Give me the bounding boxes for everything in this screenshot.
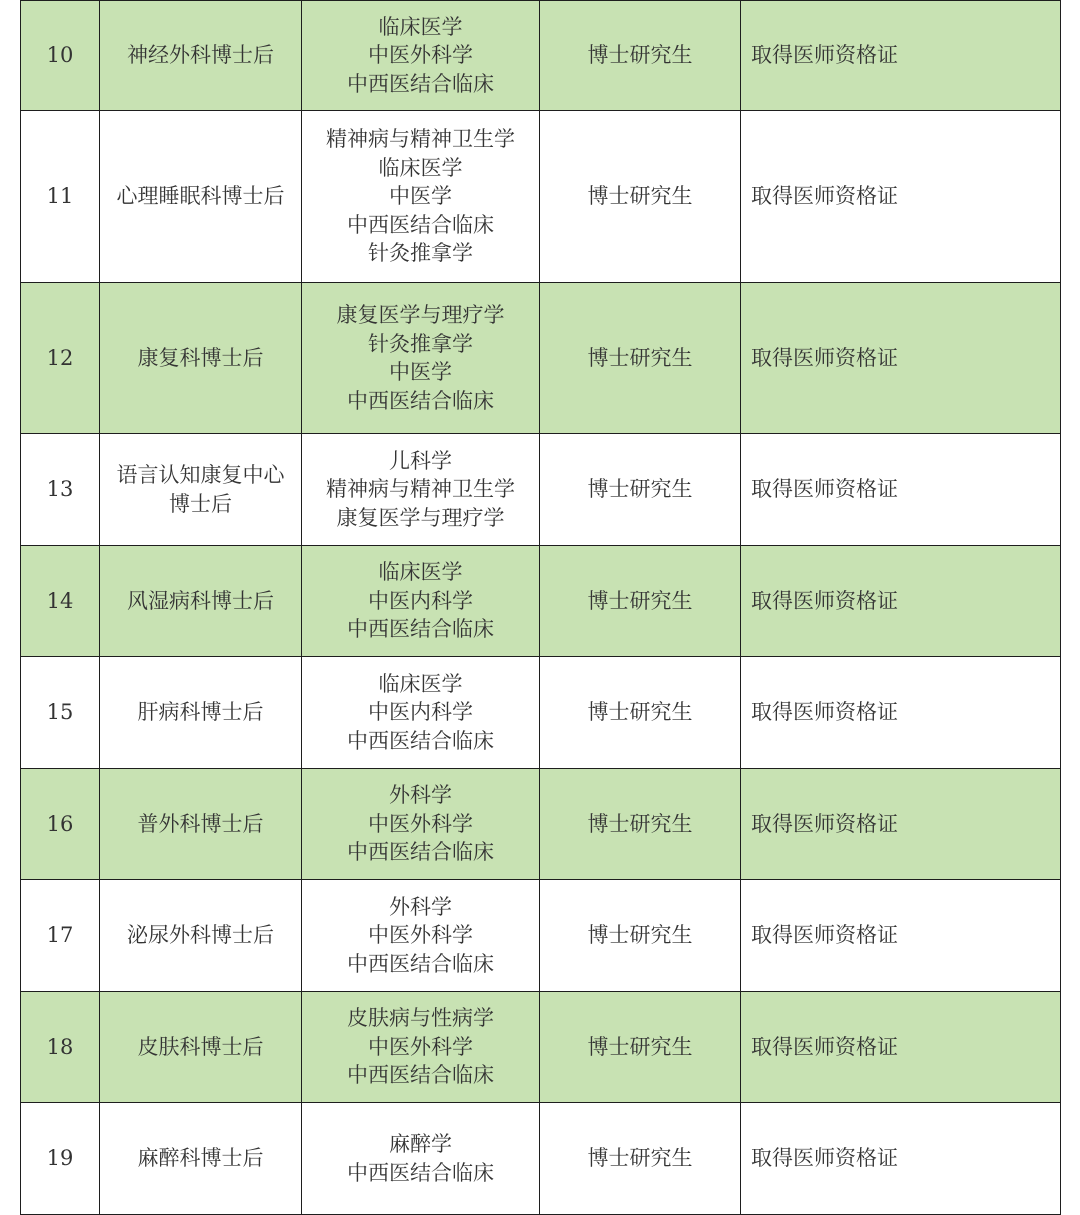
position-name-cell	[100, 657, 302, 769]
table-row	[21, 1, 1061, 111]
major-item: 中医外科学	[368, 811, 473, 836]
row-number: 15	[21, 657, 100, 769]
major-item: 中医外科学	[368, 1034, 473, 1059]
major-item: 精神病与精神卫生学	[326, 477, 515, 502]
position-name-cell	[100, 546, 302, 657]
position-name-cell	[100, 1, 302, 111]
position-name: 肝病科博士后	[137, 700, 264, 725]
major-item: 儿科学	[389, 448, 452, 473]
requirement-cell: 取得医师资格证	[741, 434, 1061, 546]
table-row	[21, 992, 1061, 1103]
table-row	[21, 880, 1061, 992]
major-item: 临床医学	[378, 155, 463, 180]
requirement-cell: 取得医师资格证	[741, 992, 1061, 1103]
major-item: 中西医结合临床	[347, 617, 494, 642]
degree-cell: 博士研究生	[540, 111, 741, 283]
majors-cell	[302, 769, 540, 880]
major-item: 中医内科学	[368, 588, 473, 613]
major-item: 临床医学	[378, 560, 463, 585]
degree-cell: 博士研究生	[540, 657, 741, 769]
table-row	[21, 283, 1061, 434]
position-name-cell	[100, 283, 302, 434]
row-number: 19	[21, 1103, 100, 1215]
degree-cell: 博士研究生	[540, 1103, 741, 1215]
requirement-cell: 取得医师资格证	[741, 769, 1061, 880]
major-item: 中西医结合临床	[347, 1160, 494, 1185]
position-name: 心理睡眠科博士后	[116, 184, 285, 209]
requirement-cell: 取得医师资格证	[741, 657, 1061, 769]
majors-cell	[302, 880, 540, 992]
position-name: 康复科博士后	[137, 345, 264, 370]
row-number: 16	[21, 769, 100, 880]
majors-cell	[302, 283, 540, 434]
major-item: 中西医结合临床	[347, 728, 494, 753]
majors-cell	[302, 1, 540, 111]
position-name-cell	[100, 880, 302, 992]
position-name: 皮肤科博士后	[137, 1034, 264, 1059]
requirement-cell: 取得医师资格证	[741, 283, 1061, 434]
table-row	[21, 546, 1061, 657]
position-name: 神经外科博士后	[127, 43, 274, 68]
major-item: 康复医学与理疗学	[336, 303, 505, 327]
position-name: 风湿病科博士后	[127, 588, 274, 613]
degree-cell: 博士研究生	[540, 769, 741, 880]
major-item: 中医学	[389, 360, 452, 384]
majors-cell	[302, 434, 540, 546]
position-name: 博士后	[169, 491, 232, 516]
degree-cell: 博士研究生	[540, 434, 741, 546]
major-item: 康复医学与理疗学	[336, 505, 505, 530]
row-number: 12	[21, 283, 100, 434]
major-item: 中西医结合临床	[347, 951, 494, 976]
requirement-cell: 取得医师资格证	[741, 546, 1061, 657]
major-item: 中西医结合临床	[347, 71, 494, 96]
degree-cell: 博士研究生	[540, 992, 741, 1103]
major-item: 针灸推拿学	[368, 241, 473, 266]
major-item: 中西医结合临床	[347, 840, 494, 865]
major-item: 外科学	[389, 894, 452, 919]
degree-cell: 博士研究生	[540, 546, 741, 657]
position-name-cell	[100, 111, 302, 283]
table-row	[21, 434, 1061, 546]
position-name-cell	[100, 992, 302, 1103]
positions-table	[20, 0, 1061, 1215]
row-number: 13	[21, 434, 100, 546]
table-row	[21, 111, 1061, 283]
major-item: 精神病与精神卫生学	[326, 127, 515, 152]
position-name: 泌尿外科博士后	[127, 923, 274, 948]
position-name-cell	[100, 1103, 302, 1215]
major-item: 临床医学	[378, 14, 463, 39]
major-item: 中医外科学	[368, 43, 473, 68]
position-name: 麻醉科博士后	[137, 1146, 264, 1171]
position-name: 普外科博士后	[137, 811, 264, 836]
requirement-cell: 取得医师资格证	[741, 1103, 1061, 1215]
major-item: 中医内科学	[368, 700, 473, 725]
major-item: 中医学	[389, 184, 452, 209]
position-name-cell	[100, 434, 302, 546]
table-row	[21, 1103, 1061, 1215]
row-number: 14	[21, 546, 100, 657]
degree-cell: 博士研究生	[540, 1, 741, 111]
degree-cell: 博士研究生	[540, 880, 741, 992]
requirement-cell: 取得医师资格证	[741, 880, 1061, 992]
major-item: 临床医学	[378, 671, 463, 696]
majors-cell	[302, 546, 540, 657]
major-item: 中西医结合临床	[347, 388, 494, 413]
position-name-cell	[100, 769, 302, 880]
row-number: 11	[21, 111, 100, 283]
major-item: 外科学	[389, 783, 452, 808]
table-row	[21, 769, 1061, 880]
positions-table-body	[21, 1, 1061, 1215]
positions-table-container	[20, 0, 1060, 1215]
row-number: 18	[21, 992, 100, 1103]
major-item: 中西医结合临床	[347, 212, 494, 237]
major-item: 皮肤病与性病学	[347, 1006, 494, 1031]
major-item: 中医外科学	[368, 923, 473, 948]
major-item: 中西医结合临床	[347, 1063, 494, 1088]
row-number: 17	[21, 880, 100, 992]
requirement-cell: 取得医师资格证	[741, 111, 1061, 283]
major-item: 麻醉学	[389, 1132, 452, 1156]
majors-cell	[302, 657, 540, 769]
row-number: 10	[21, 1, 100, 111]
majors-cell	[302, 111, 540, 283]
position-name: 语言认知康复中心	[116, 463, 285, 487]
table-row	[21, 657, 1061, 769]
requirement-cell: 取得医师资格证	[741, 1, 1061, 111]
major-item: 针灸推拿学	[368, 331, 473, 356]
majors-cell	[302, 992, 540, 1103]
majors-cell	[302, 1103, 540, 1215]
degree-cell: 博士研究生	[540, 283, 741, 434]
